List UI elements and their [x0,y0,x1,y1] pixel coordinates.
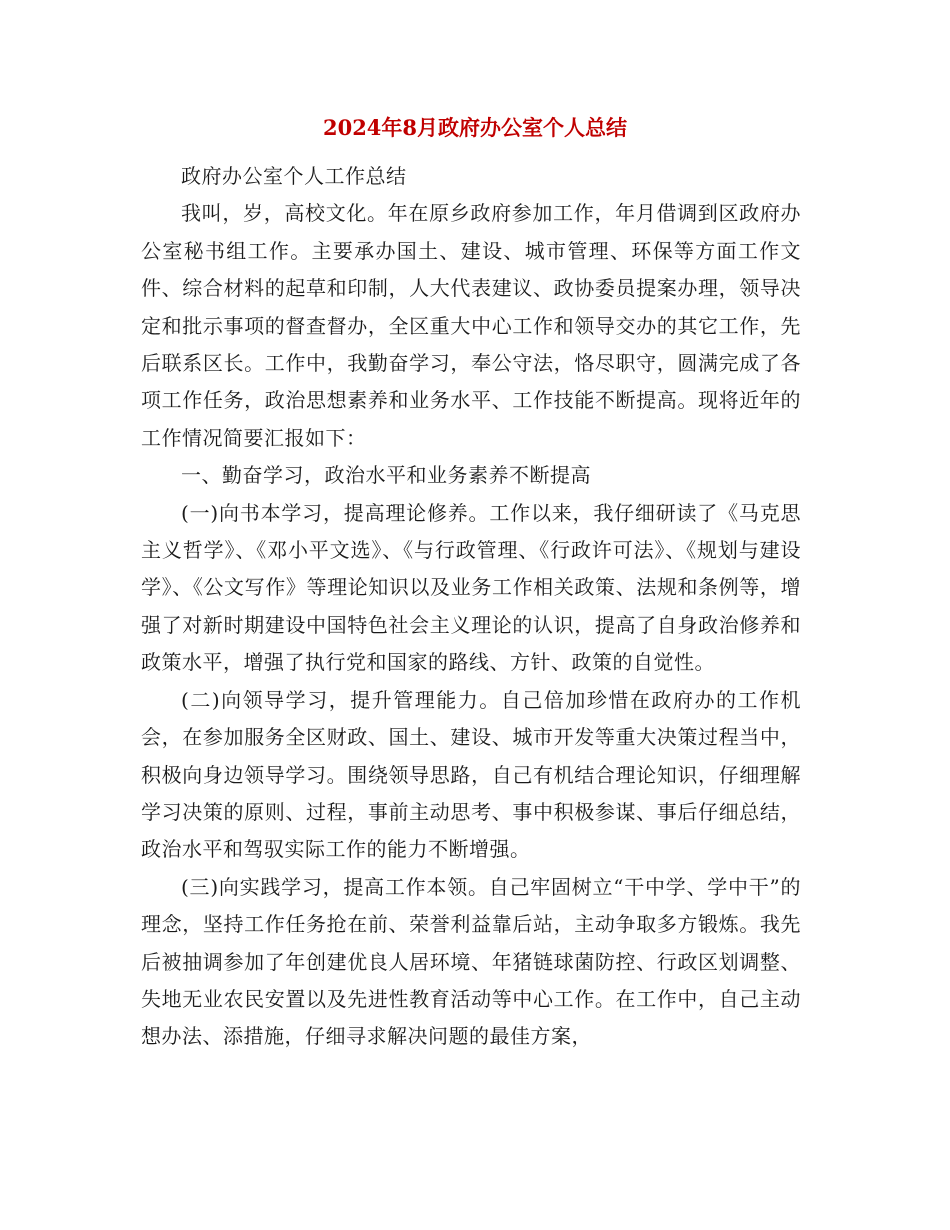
paragraph-leader-learning: (二)向领导学习，提升管理能力。自己倍加珍惜在政府办的工作机会，在参加服务全区财政、国土、建设、城市开发等重大决策过程当中，积极向身边领导学习。围绕领导思路，自己有机结合理论知识，仔细理解学习决策的原则、过程，事前主动思考、事中积极参谋、事后仔细总结，政治水平和驾驭实际工作的能力不断增强。 [141,687,801,862]
document-title: 2024年8月政府办公室个人总结 [322,115,628,140]
subtitle-paragraph: 政府办公室个人工作总结 [181,164,407,188]
section-heading-1: 一、勤奋学习，政治水平和业务素养不断提高 [181,463,591,488]
paragraph-practice-learning: (三)向实践学习，提高工作本领。自己牢固树立“干中学、学中干”的理念，坚持工作任务抢在前、荣誉利益靠后站，主动争取多方锻炼。我先后被抽调参加了年创建优良人居环境、年猪链球菌防控、行政区划调整、失地无业农民安置以及先进性教育活动等中心工作。在工作中，自己主动想办法、添措施，仔细寻求解决问题的最佳方案， [141,874,801,1049]
intro-paragraph: 我叫，岁，高校文化。年在原乡政府参加工作，年月借调到区政府办公室秘书组工作。主要承办国土、建设、城市管理、环保等方面工作文件、综合材料的起草和印制，人大代表建议、政协委员提案办理，领导决定和批示事项的督查督办，全区重大中心工作和领导交办的其它工作，先后联系区长。工作中，我勤奋学习，奉公守法，恪尽职守，圆满完成了各项工作任务，政治思想素养和业务水平、工作技能不断提高。现将近年的工作情况简要汇报如下： [141,201,801,450]
paragraph-book-learning: (一)向书本学习，提高理论修养。工作以来，我仔细研读了《马克思主义哲学》、《邓小平文选》、《与行政管理、《行政许可法》、《规划与建设学》、《公文写作》等理论知识以及业务工作相关政策、法规和条例等，增强了对新时期建设中国特色社会主义理论的认识，提高了自身政治修养和政策水平，增强了执行党和国家的路线、方针、政策的自觉性。 [141,500,801,675]
document-body [141,158,801,1056]
